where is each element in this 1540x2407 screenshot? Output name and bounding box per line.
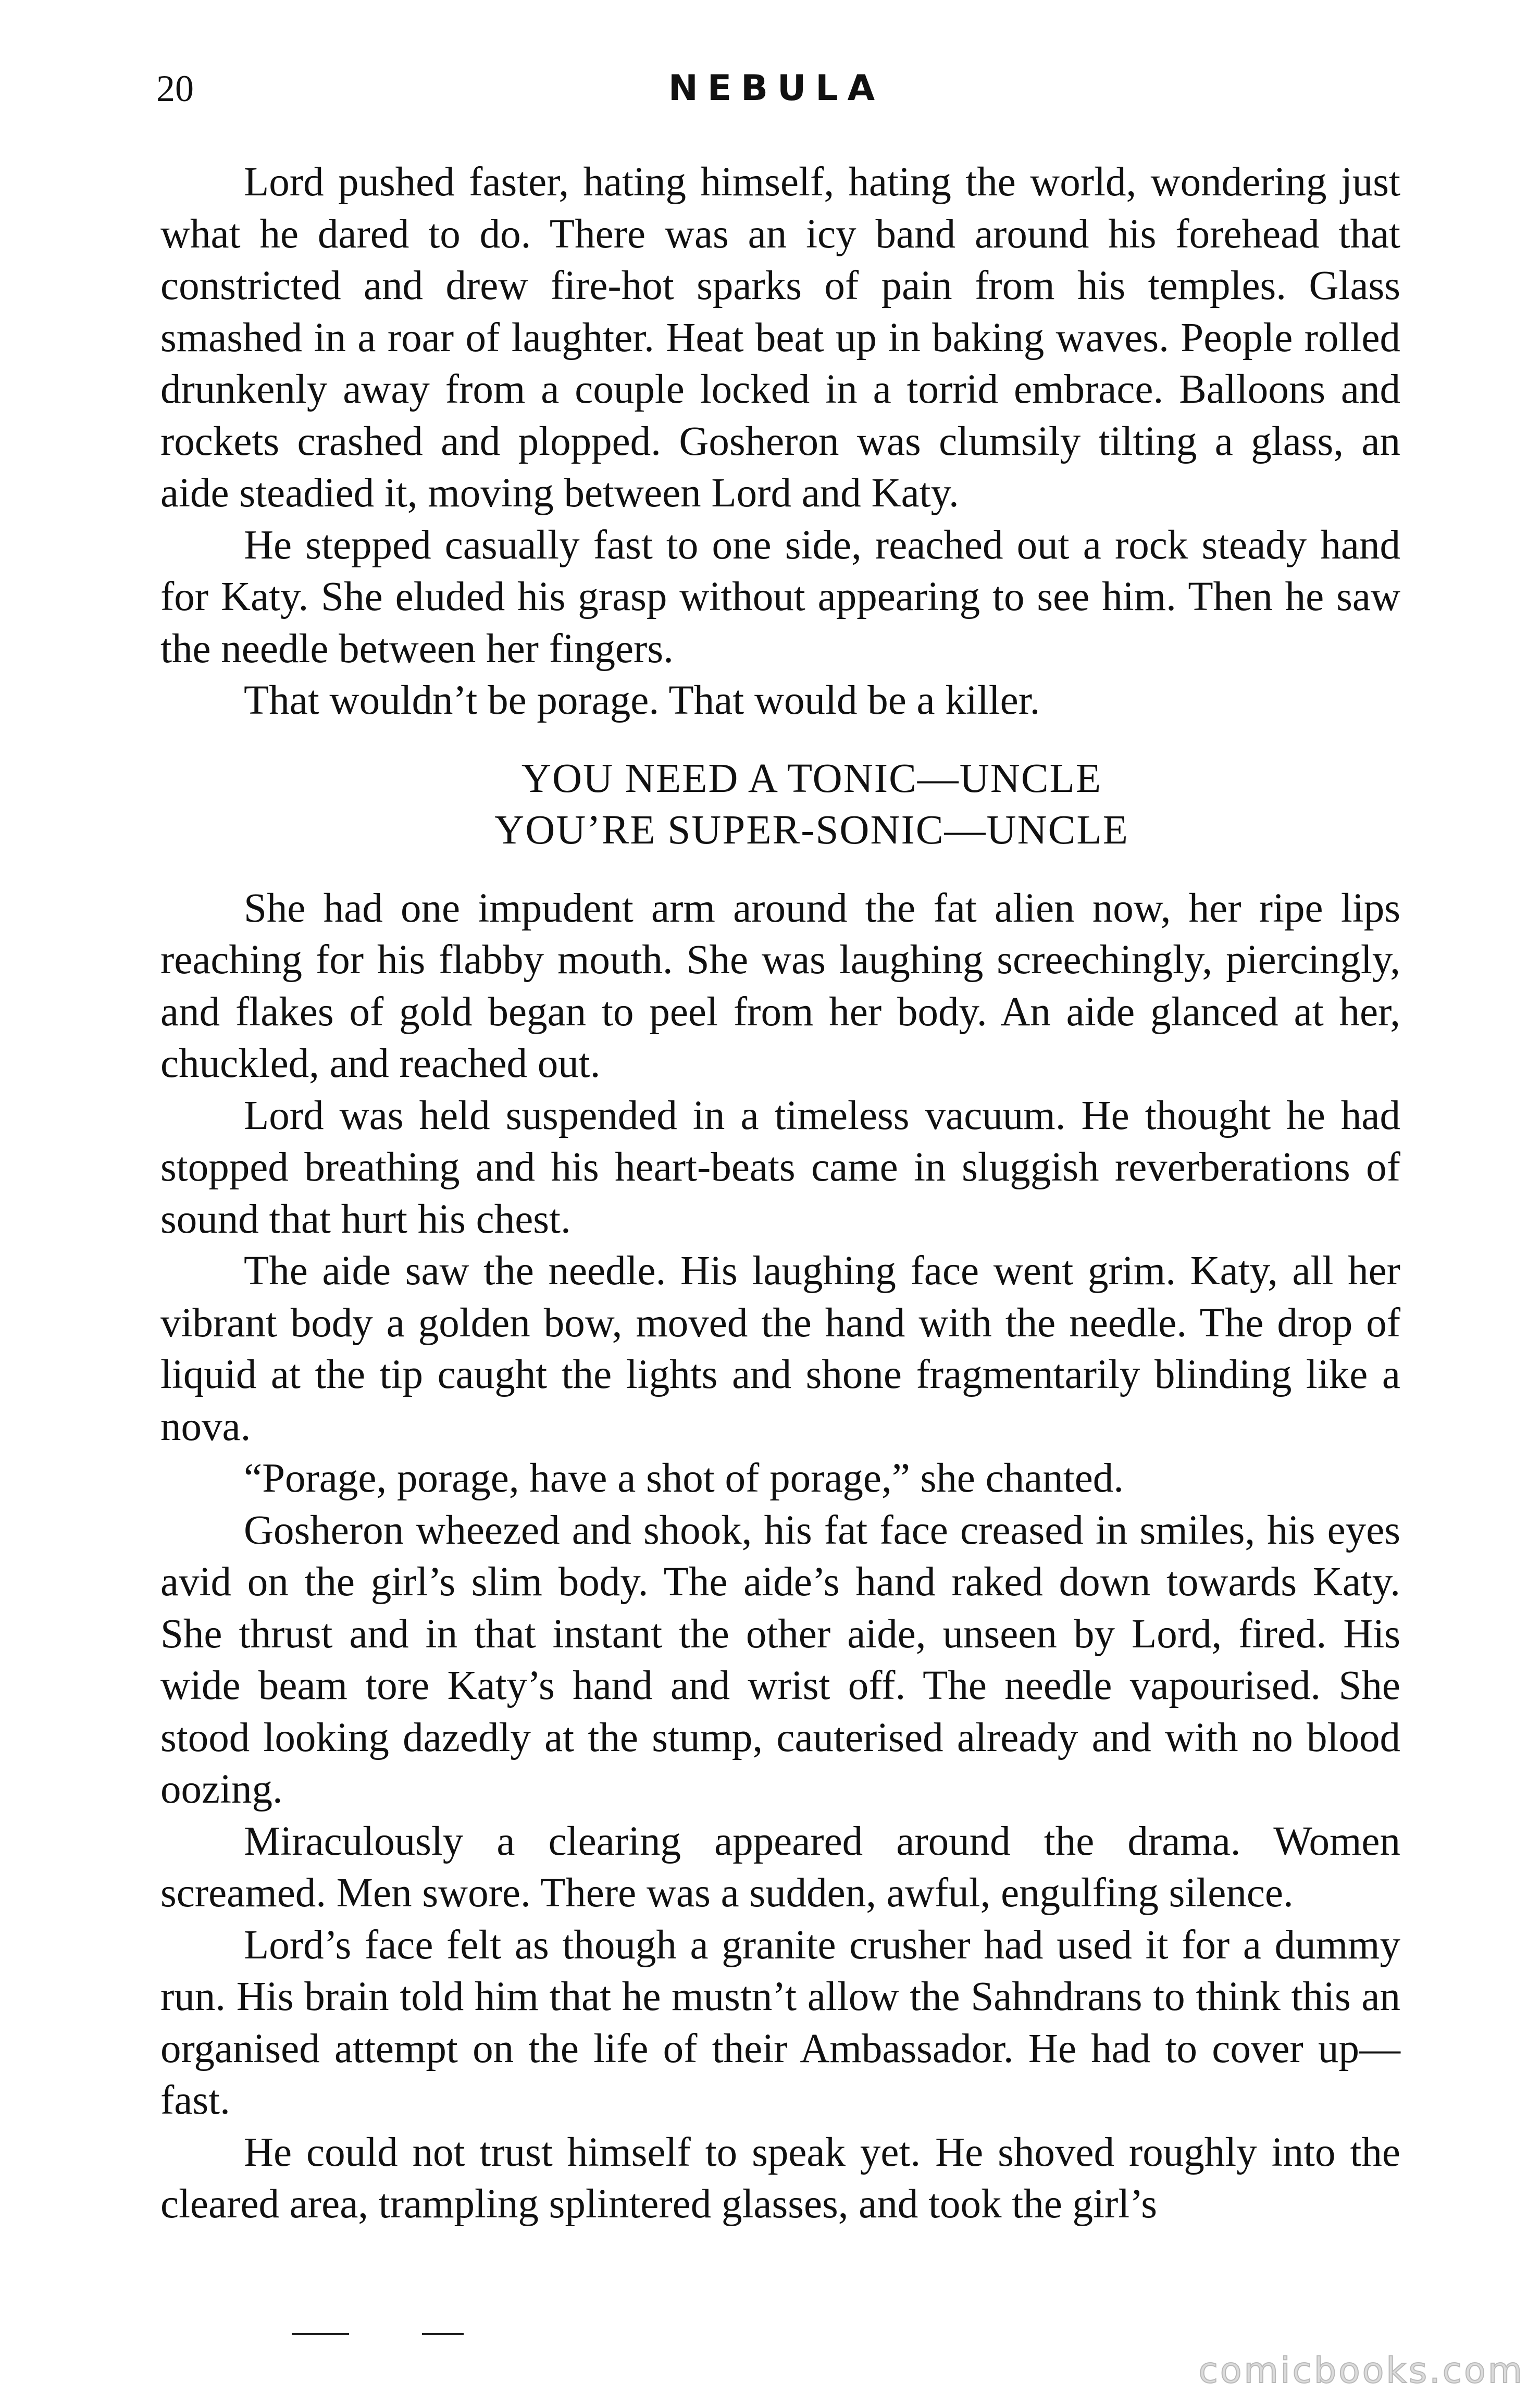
page-number: 20 (156, 68, 194, 109)
paragraph: She had one impudent arm around the fat alien now, her ripe lips reaching for his flabby mouth. She was laughing screechingly, piercingly, and flakes of gold began to peel from her body. An aide glanced at her, chuckled, and reached out. (160, 885, 1400, 1086)
print-mark (422, 2333, 464, 2335)
song-lyrics (160, 753, 1400, 857)
paragraph: Lord’s face felt as though a granite crusher had used it for a dummy run. His brain told him that he mustn’t allow the Sahndrans to think this an organised attempt on the life of their Ambassador. He had to cover up—fast. (160, 1922, 1400, 2123)
running-title: NEBULA (668, 68, 885, 109)
song-line: YOU’RE SUPER-SONIC—UNCLE (494, 808, 1129, 853)
site-watermark: comicbooks.com (1198, 2350, 1524, 2391)
print-marks (292, 2333, 479, 2343)
print-mark (292, 2333, 349, 2335)
paragraph: Gosheron wheezed and shook, his fat face creased in smiles, his eyes avid on the girl’s slim body. The aide’s hand raked down towards Katy. She thrust and in that instant the other aide, unseen by Lord, fired. His wide beam tore Katy’s hand and wrist off. The needle vapourised. She stood looking dazedly at the stump, cauterised already and with no blood oozing. (160, 1507, 1400, 1812)
paragraph: Lord was held suspended in a timeless vacuum. He thought he had stopped breathing and his heart-beats came in sluggish reverberations of sound that hurt his chest. (160, 1093, 1400, 1242)
paragraph: “Porage, porage, have a shot of porage,” she chanted. (244, 1456, 1124, 1501)
paragraph: Lord pushed faster, hating himself, hating the world, wondering just what he dared to do. There was an icy band around his forehead that constricted and drew fire-hot sparks of pain from his temples. Glass smashed in a roar of laughter. Heat beat up in baking waves. People rolled drunkenly away from a couple locked in a torrid embrace. Balloons and rockets crashed and plopped. Gosheron was clumsily tilting a glass, an aide steadied it, moving between Lord and Katy. (160, 159, 1400, 516)
paragraph: Miraculously a clearing appeared around the drama. Women screamed. Men swore. There was a sudden, awful, engulfing silence. (160, 1818, 1400, 1916)
page-header (156, 63, 1396, 115)
page-body (160, 156, 1400, 2230)
paragraph: The aide saw the needle. His laughing face went grim. Katy, all her vibrant body a golden bow, moved the hand with the needle. The drop of liquid at the tip caught the lights and shone fragmentarily blinding like a nova. (160, 1248, 1400, 1449)
song-line: YOU NEED A TONIC—UNCLE (521, 755, 1102, 801)
paragraph: He could not trust himself to speak yet. He shoved roughly into the cleared area, trampling splintered glasses, and took the girl’s (160, 2129, 1400, 2227)
paragraph: He stepped casually fast to one side, reached out a rock steady hand for Katy. She eluded his grasp without appearing to see him. Then he saw the needle between her fingers. (160, 522, 1400, 672)
paragraph: That wouldn’t be porage. That would be a killer. (244, 678, 1040, 723)
